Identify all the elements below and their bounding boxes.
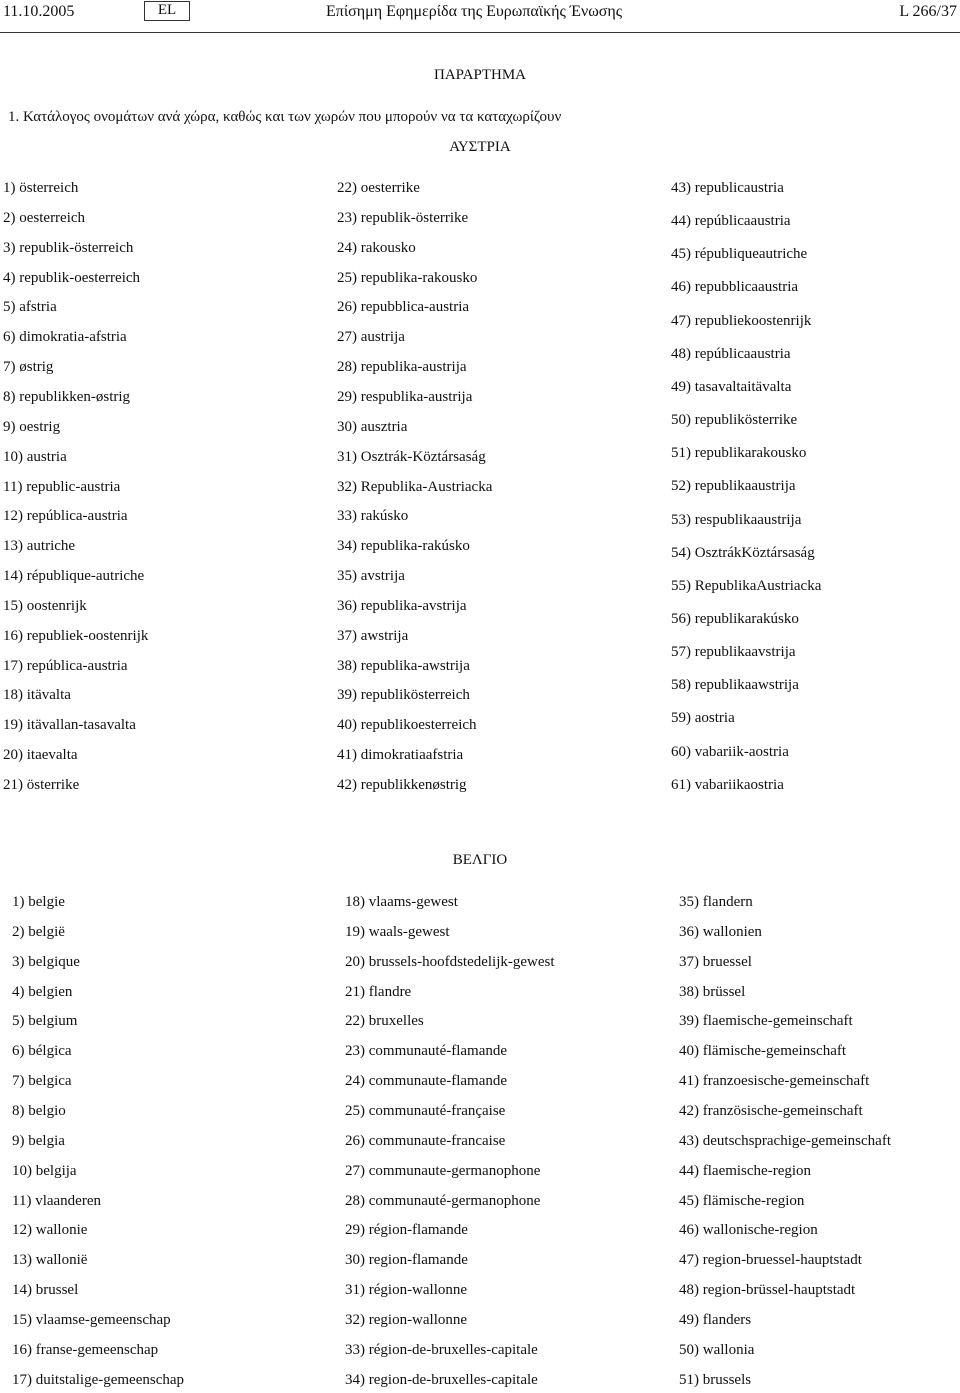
list-item: 10) austria bbox=[3, 448, 67, 465]
list-item: 41) franzoesische-gemeinschaft bbox=[679, 1073, 870, 1090]
list-item: 11) vlaanderen bbox=[12, 1192, 101, 1209]
list-item: 15) vlaamse-gemeenschap bbox=[12, 1311, 171, 1328]
list-item: 5) belgium bbox=[12, 1013, 78, 1030]
list-item: 41) dimokratiaafstria bbox=[337, 747, 464, 764]
list-item: 1) österreich bbox=[3, 180, 79, 196]
list-item: 36) republika-avstrija bbox=[337, 597, 467, 614]
list-item: 36) wallonien bbox=[679, 923, 762, 940]
list-item: 6) bélgica bbox=[12, 1043, 72, 1060]
list-item: 9) oestrig bbox=[3, 418, 61, 435]
list-item: 33) région-de-bruxelles-capitale bbox=[345, 1341, 538, 1358]
list-item: 50) wallonia bbox=[679, 1341, 755, 1358]
journal-title: Επίσημη Εφημερίδα της Ευρωπαϊκής Ένωσης bbox=[326, 3, 623, 20]
list-item: 26) communaute-francaise bbox=[345, 1132, 506, 1149]
list-item: 55) RepublikaAustriacka bbox=[671, 577, 822, 594]
list-item: 51) brussels bbox=[679, 1371, 752, 1388]
list-item: 32) Republika-Austriacka bbox=[337, 478, 493, 495]
list-item: 27) austrija bbox=[337, 329, 405, 346]
list-item: 48) region-brüssel-hauptstadt bbox=[679, 1282, 856, 1299]
section-title-austria: ΑΥΣΤΡΙΑ bbox=[449, 139, 511, 155]
list-item: 17) república-austria bbox=[3, 657, 128, 674]
list-item: 7) østrig bbox=[3, 359, 54, 376]
list-item: 38) brüssel bbox=[679, 983, 746, 1000]
list-item: 60) vabariik-aostria bbox=[671, 743, 789, 760]
list-item: 30) ausztria bbox=[337, 418, 408, 435]
list-item: 5) afstria bbox=[3, 299, 57, 316]
list-item: 47) republiekoostenrijk bbox=[671, 312, 812, 329]
page-header bbox=[0, 0, 960, 33]
list-item: 40) flämische-gemeinschaft bbox=[679, 1043, 847, 1060]
list-item: 24) communaute-flamande bbox=[345, 1073, 508, 1090]
list-item: 21) österrike bbox=[3, 777, 80, 793]
list-item: 19) itävallan-tasavalta bbox=[3, 717, 136, 734]
list-item: 35) avstrija bbox=[337, 568, 405, 585]
list-item: 31) Osztrák-Köztársaság bbox=[337, 448, 486, 465]
list-item: 49) flanders bbox=[679, 1311, 752, 1328]
list-item: 38) republika-awstrija bbox=[337, 657, 470, 674]
list-item: 50) republikösterrike bbox=[671, 412, 798, 429]
list-item: 4) belgien bbox=[12, 983, 73, 1000]
list-item: 46) wallonische-region bbox=[679, 1222, 818, 1239]
list-item: 1) belgie bbox=[12, 894, 65, 910]
list-item: 44) flaemische-region bbox=[679, 1162, 812, 1179]
list-item: 37) bruessel bbox=[679, 953, 752, 970]
list-item: 8) republikken-østrig bbox=[3, 388, 131, 405]
list-item: 30) region-flamande bbox=[345, 1252, 468, 1269]
list-item: 10) belgija bbox=[12, 1162, 77, 1179]
list-item: 22) bruxelles bbox=[345, 1013, 424, 1030]
list-item: 23) communauté-flamande bbox=[345, 1043, 508, 1060]
list-item: 37) awstrija bbox=[337, 627, 409, 644]
list-item: 34) republika-rakúsko bbox=[337, 538, 470, 555]
list-item: 13) wallonië bbox=[12, 1252, 88, 1269]
list-item: 59) aostria bbox=[671, 710, 735, 727]
list-item: 34) region-de-bruxelles-capitale bbox=[345, 1371, 538, 1388]
list-item: 16) republiek-oostenrijk bbox=[3, 627, 149, 644]
list-item: 14) république-autriche bbox=[3, 568, 145, 585]
list-item: 16) franse-gemeenschap bbox=[12, 1341, 159, 1358]
list-item: 52) republikaaustrija bbox=[671, 478, 796, 495]
list-item: 42) französische-gemeinschaft bbox=[679, 1102, 863, 1119]
list-item: 3) belgique bbox=[12, 953, 80, 970]
list-item: 2) belgië bbox=[12, 923, 65, 940]
list-item: 12) wallonie bbox=[12, 1222, 88, 1239]
list-item: 45) flämische-region bbox=[679, 1192, 805, 1209]
list-item: 56) republikarakúsko bbox=[671, 610, 799, 627]
annex-title: ΠΑΡΑΡΤΗΜΑ bbox=[434, 67, 526, 83]
list-item: 15) oostenrijk bbox=[3, 597, 87, 614]
list-item: 40) republikoesterreich bbox=[337, 717, 477, 734]
list-item: 13) autriche bbox=[3, 538, 76, 555]
list-item: 43) deutschsprachige-gemeinschaft bbox=[679, 1132, 891, 1149]
list-item: 23) republik-österrike bbox=[337, 209, 469, 226]
list-item: 44) repúblicaaustria bbox=[671, 213, 791, 230]
list-item: 27) communaute-germanophone bbox=[345, 1162, 541, 1179]
list-item: 11) republic-austria bbox=[3, 478, 121, 495]
list-item: 32) region-wallonne bbox=[345, 1311, 468, 1328]
list-item: 39) flaemische-gemeinschaft bbox=[679, 1013, 853, 1030]
list-item: 18) vlaams-gewest bbox=[345, 894, 458, 910]
list-item: 51) republikarakousko bbox=[671, 445, 807, 462]
list-item: 9) belgia bbox=[12, 1132, 65, 1149]
page-reference: L 266/37 bbox=[899, 3, 957, 20]
list-item: 25) communauté-française bbox=[345, 1102, 506, 1119]
list-item: 57) republikaavstrija bbox=[671, 644, 796, 661]
list-item: 2) oesterreich bbox=[3, 209, 86, 226]
list-item: 39) republikösterreich bbox=[337, 687, 470, 704]
list-item: 28) communauté-germanophone bbox=[345, 1192, 541, 1209]
list-item: 7) belgica bbox=[12, 1073, 72, 1090]
list-item: 47) region-bruessel-hauptstadt bbox=[679, 1252, 862, 1269]
list-item: 14) brussel bbox=[12, 1282, 79, 1299]
list-item: 54) OsztrákKöztársaság bbox=[671, 544, 815, 561]
publication-date: 11.10.2005 bbox=[3, 3, 75, 20]
list-item: 53) respublikaaustrija bbox=[671, 511, 802, 528]
list-item: 24) rakousko bbox=[337, 239, 416, 256]
list-item: 35) flandern bbox=[679, 894, 753, 910]
section-title-belgium: ΒΕΛΓΙΟ bbox=[452, 852, 508, 868]
list-item: 48) repúblicaaustria bbox=[671, 345, 791, 362]
list-item: 8) belgio bbox=[12, 1102, 66, 1119]
list-item: 29) région-flamande bbox=[345, 1222, 468, 1239]
list-item: 17) duitstalige-gemeenschap bbox=[12, 1371, 185, 1388]
list-item: 43) republicaustria bbox=[671, 180, 784, 196]
list-item: 22) oesterrike bbox=[337, 180, 420, 196]
list-item: 18) itävalta bbox=[3, 687, 71, 704]
list-item: 29) respublika-austrija bbox=[337, 388, 473, 405]
list-item: 61) vabariikaostria bbox=[671, 776, 784, 793]
list-item: 42) republikkenøstrig bbox=[337, 777, 467, 793]
list-item: 25) republika-rakousko bbox=[337, 269, 478, 286]
list-item: 33) rakúsko bbox=[337, 508, 409, 525]
list-item: 31) région-wallonne bbox=[345, 1282, 468, 1299]
list-item: 12) república-austria bbox=[3, 508, 128, 525]
list-item: 19) waals-gewest bbox=[345, 923, 450, 940]
list-item: 46) repubblicaaustria bbox=[671, 279, 799, 296]
list-item: 20) itaevalta bbox=[3, 747, 78, 764]
list-item: 4) republik-oesterreich bbox=[3, 269, 141, 286]
list-item: 3) republik-österreich bbox=[3, 239, 134, 256]
list-item: 28) republika-austrija bbox=[337, 359, 467, 376]
language-code-box: EL bbox=[144, 1, 190, 21]
list-item: 45) républiqueautriche bbox=[671, 246, 808, 263]
list-item: 58) republikaawstrija bbox=[671, 677, 799, 694]
list-item: 21) flandre bbox=[345, 983, 412, 1000]
list-item: 26) repubblica-austria bbox=[337, 299, 470, 316]
list-item: 6) dimokratia-afstria bbox=[3, 329, 127, 346]
list-item: 20) brussels-hoofdstedelijk-gewest bbox=[345, 953, 555, 970]
list-item: 49) tasavaltaitävalta bbox=[671, 378, 792, 395]
intro-heading: 1. Κατάλογος ονομάτων ανά χώρα, καθώς και των χωρών που μπορούν να τα καταχωρίζουν bbox=[8, 109, 562, 125]
